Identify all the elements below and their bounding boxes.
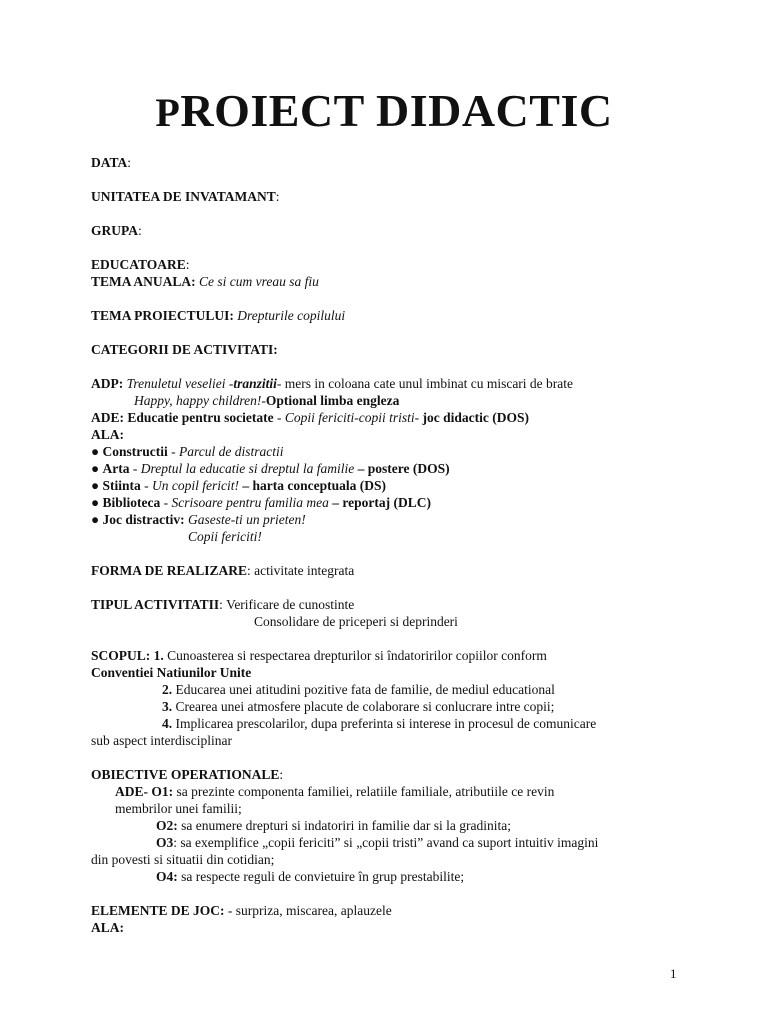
title-first-letter: P [155,90,181,135]
tema-anuala-value: Ce si cum vreau sa fiu [199,274,319,289]
adp-english-bold: Optional limba engleza [265,393,400,408]
ala-item-sep: - [129,461,141,476]
ade-line [91,409,691,426]
adp-line2 [91,392,691,409]
obiectiv-o2 [91,817,691,834]
ade-part2: - [273,410,285,425]
scopul-text: Cunoasterea si respectarea drepturilor si îndatoririlor copiilor conform [167,648,547,663]
tipul-label: TIPUL ACTIVITATII [91,597,220,612]
obiectiv-text: : sa exemplifice „copii fericiti” si „copii tristi” avand ca suport intuitiv imagini [173,835,599,850]
obiectiv-text: sa prezinte componenta familiei, relatiile familiale, atributiile ce revin [176,784,555,799]
elemente-label: ELEMENTE DE JOC: [91,903,225,918]
grupa-field: GRUPA: [91,223,142,238]
forma-value: activitate integrata [254,563,355,578]
joc-line2 [91,528,691,545]
ala-item-italic: Dreptul la educatie si dreptul la familie [140,461,355,476]
scopul-num: 4. [162,716,173,731]
ala-item [91,460,691,477]
joc-line2-text: Copii fericiti! [188,529,262,544]
tema-anuala-label: TEMA ANUALA: [91,274,196,289]
ala-item-name: Joc distractiv: [102,512,185,527]
ala-item-name: Constructii [102,444,168,459]
scopul-line1 [91,647,691,664]
ala-item-name: Arta [102,461,130,476]
ala-heading [91,426,691,443]
page-number: 1 [670,966,677,981]
ala2-heading [91,919,691,936]
adp-label: ADP: [91,376,124,391]
ala-item-name: Biblioteca [102,495,161,510]
ala-item-sep: - [160,495,172,510]
educatoare-label: EDUCATOARE [91,257,186,272]
educatoare-field: EDUCATOARE: [91,257,190,272]
scopul-line1b [91,664,691,681]
ala-item-sep: - [140,478,153,493]
obiectiv-text: membrilor unei familii; [115,801,242,816]
title-rest: ROIECT DIDACTIC [180,85,613,136]
tema-proiect-field [91,307,691,324]
categorii-heading [91,341,691,358]
categorii-label: CATEGORII DE ACTIVITATI: [91,342,278,357]
tipul-line2 [91,613,691,630]
scopul-line3 [91,698,691,715]
scopul-text: sub aspect interdisciplinar [91,733,232,748]
scopul-text: Educarea unei atitudini pozitive fata de familie, de mediul educational [175,682,555,697]
obiectiv-text: sa enumere drepturi si indatoriri in familie dar si la gradinita; [181,818,512,833]
obiectiv-label: O2: [156,818,178,833]
obiectiv-o1 [91,783,691,800]
scopul-line4 [91,715,691,732]
adp-english-italic: Happy, happy children!- [134,393,266,408]
ala-item-italic: Scrisoare pentru familia mea [171,495,329,510]
forma-field: FORMA DE REALIZARE: activitate integrata [91,563,355,578]
ala-item [91,494,691,511]
ade-label: ADE: [91,410,124,425]
scopul-num: 3. [162,699,173,714]
obiectiv-o3 [91,834,691,851]
ala-item [91,477,691,494]
bullet-icon: ● [91,461,100,476]
obiectiv-label: O4: [156,869,178,884]
scopul-text: Crearea unei atmosfere placute de colaborare si conlucrare intre copii; [175,699,555,714]
obiective-label: OBIECTIVE OPERATIONALE [91,767,280,782]
ala-label: ALA: [91,427,124,442]
bullet-icon: ● [91,495,100,510]
bullet-icon: ● [91,478,100,493]
obiectiv-o1b [91,800,691,817]
adp-part2: tranzitii [233,376,277,391]
elemente-value: - surpriza, miscarea, aplauzele [227,903,392,918]
ala-item-italic: Parcul de distractii [179,444,284,459]
scopul-line4b [91,732,691,749]
ala-item-rest: – reportaj (DLC) [328,495,431,510]
scopul-num: 2. [162,682,173,697]
page-title [0,84,768,137]
unitate-field: UNITATEA DE INVATAMANT: [91,189,280,204]
scopul-text-bold: Conventiei Natiunilor Unite [91,665,252,680]
adp-line [91,375,691,392]
scopul-text: Implicarea prescolarilor, dupa preferinta si interese in procesul de comunicare [175,716,597,731]
bullet-icon: ● [91,444,100,459]
ala-item-name: Stiinta [102,478,141,493]
ala-item-sep: - [167,444,180,459]
obiectiv-o4 [91,868,691,885]
adp-part1: Trenuletul veseliei - [126,376,234,391]
obiectiv-label: ADE- O1: [115,784,174,799]
obiective-heading: OBIECTIVE OPERATIONALE: [91,767,284,782]
data-label: DATA [91,155,128,170]
ala-item-italic: Gaseste-ti un prieten! [188,512,306,527]
elemente-field [91,902,691,919]
grupa-label: GRUPA [91,223,138,238]
ala-item-rest: – harta conceptuala (DS) [239,478,387,493]
tema-anuala-field [91,273,691,290]
forma-label: FORMA DE REALIZARE [91,563,248,578]
obiectiv-o3b [91,851,691,868]
obiectiv-text: din povesti si situatii din cotidian; [91,852,275,867]
ade-part3: Copii fericiti-copii tristi- [284,410,420,425]
tipul-field: TIPUL ACTIVITATII: Verificare de cunostinte [91,597,355,612]
tema-proiect-label: TEMA PROIECTULUI: [91,308,234,323]
data-field: DATA: [91,155,132,170]
tipul-value1: Verificare de cunostinte [226,597,355,612]
ade-part1: Educatie pentru societate [127,410,274,425]
tipul-value2: Consolidare de priceperi si deprinderi [254,614,458,629]
ala-item-rest: – postere (DOS) [354,461,450,476]
obiectiv-text: sa respecte reguli de convietuire în grup prestabilite; [181,869,465,884]
obiectiv-label: O3 [156,835,174,850]
scopul-label: SCOPUL: [91,648,151,663]
ala-item [91,443,691,460]
scopul-num: 1. [153,648,164,663]
ala-item-italic: Un copil fericit! [152,478,240,493]
ala-item [91,511,691,528]
tema-proiect-value: Drepturile copilului [237,308,346,323]
ala2-label: ALA: [91,920,124,935]
document-body [91,154,691,936]
bullet-icon: ● [91,512,100,527]
adp-part3: - mers in coloana cate unul imbinat cu miscari de brate [276,376,574,391]
unitate-label: UNITATEA DE INVATAMANT [91,189,276,204]
scopul-line2 [91,681,691,698]
ade-part4: joc didactic (DOS) [419,410,529,425]
